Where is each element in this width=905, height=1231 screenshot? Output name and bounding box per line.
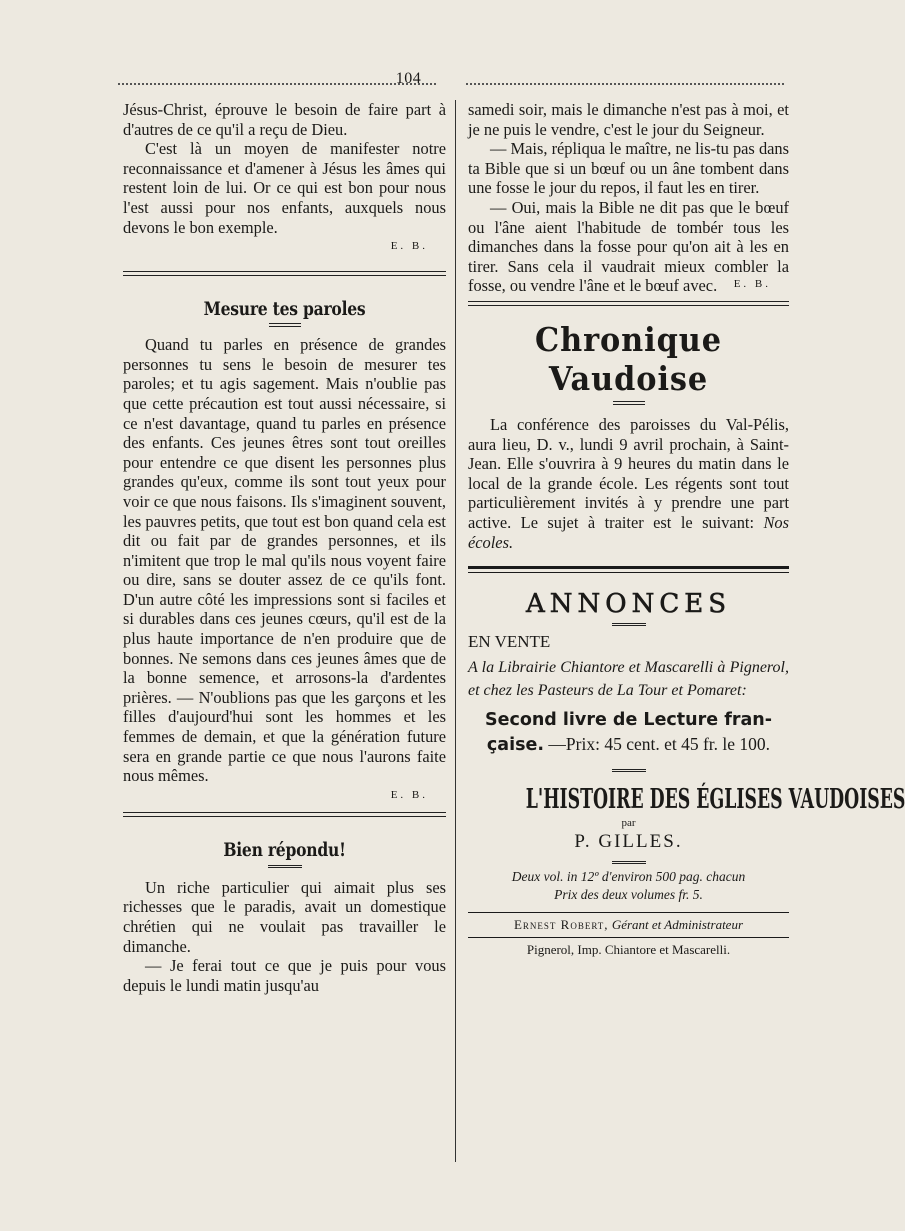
- book-author: P. GILLES.: [574, 830, 683, 852]
- column-divider: [455, 100, 456, 1162]
- article-title-bien-repondu: Bien répondu!: [223, 838, 346, 861]
- title-ornament: [612, 623, 646, 626]
- signature: E. B.: [733, 277, 771, 290]
- header-rule-right: [466, 83, 784, 85]
- chronique-title: Chronique Vaudoise: [535, 319, 722, 398]
- chronique-body: [468, 415, 789, 552]
- book-price-2: Prix des deux volumes fr. 5.: [554, 886, 703, 902]
- left-column: [123, 100, 446, 995]
- book-title-2: L'HISTOIRE DES ÉGLISES VAUDOISES: [525, 783, 905, 815]
- book-description: Deux vol. in 12º d'environ 500 pag. chacun: [511, 868, 746, 884]
- manager-line: [468, 913, 789, 937]
- right-column: [468, 100, 905, 962]
- bookshop-info: A la Librairie Chiantore et Mascarelli à Pignerol, et chez les Pasteurs de La Tour et Pomaret:: [468, 658, 789, 699]
- right-paragraph-3: — Oui, mais la Bible ne dit pas que le bœuf ou l'âne aient l'habitude de tombér tous les dimanches dans la fosse pour qu'on ait à les en tirer. Sans cela il vaudrait mieux combler la fosse, ou vendre l'âne et le bœuf avec.: [468, 197, 789, 296]
- right-paragraph-1: samedi soir, mais le dimanche n'est pas à moi, et je ne puis le vendre, c'est le jour du Seigneur.: [468, 100, 789, 139]
- manager-name: Ernest Robert,: [513, 916, 609, 932]
- separator-dash: [612, 861, 646, 864]
- printer-line: Pignerol, Imp. Chiantore et Mascarelli.: [526, 941, 731, 957]
- for-sale-heading: EN VENTE: [468, 632, 551, 652]
- book-title-1: Second livre de Lecture fran-: [484, 709, 772, 730]
- separator-dash: [612, 769, 646, 772]
- book-title-1-line2: [468, 732, 789, 757]
- article-body-mesure: Quand tu parles en présence de grandes personnes tu sens le besoin de mesurer tes paroles; et tu agis sagement. Mais n'oublie pas que cette précaution est tout aussi nécessaire, si ce n'est davantage, quand tu parles en présence des enfants. Ces jeunes êtres sont tout oreilles pour entendre ce que disent les personnes plus grandes qu'eux, comme ils sont tout yeux pour voir ce que nous faisons. Ils s'imaginent souvent, les pauvres petits, que tout est bon quand cela est dit ou fait par de grandes personnes, et ils n'imitent que trop le mal qu'ils nous voyent faire ou dire, sans se douter assez de ce qu'ils font. D'un autre côté les impressions sont si faciles et si durables dans ces jeunes cœurs, qu'il est de la plus haute importance de n'en produire que de bonnes. Ne semons dans ces jeunes âmes que de la bonne semence, et arrosons-la d'ardentes prières. — N'oublions pas que les garçons et les filles d'aujourd'hui sont les hommes et les femmes de demain, et que la génération future sera en grande partie ce que nous l'aurons faite nous mêmes.: [123, 335, 446, 786]
- manager-role: Gérant et Administrateur: [611, 916, 744, 932]
- page-number: 104: [395, 70, 422, 87]
- article-body-bien-repondu: Un riche particulier qui aimait plus ses richesses que le paradis, avait un domestique chrétien qui ne voulait pas travailler le dimanche.: [123, 877, 446, 956]
- signature: E. B.: [390, 240, 428, 253]
- chronique-topic: Nos écoles.: [468, 512, 789, 552]
- title-ornament: [268, 865, 302, 868]
- announcements-title: ANNONCES: [525, 589, 732, 620]
- chronique-text: La conférence des paroisses du Val-Pélis, aura lieu, D. v., lundi 9 avril prochain, à Saint-Jean. Elle s'ouvrira à 9 heures du matin dans le local de la grande école. Les régents sont tout particulièrement invités à y prendre une part active. Le sujet à traiter est le suivant:: [468, 414, 789, 532]
- announcements-rule: [468, 566, 789, 569]
- book-price: —Prix: 45 cent. et 45 fr. le 100.: [544, 733, 771, 754]
- left-paragraph-1: Jésus-Christ, éprouve le besoin de faire part à d'autres de ce qu'il a reçu de Dieu.: [123, 100, 446, 139]
- signature: E. B.: [390, 788, 428, 801]
- book-title-1-end: çaise.: [486, 734, 545, 755]
- by-label: par: [621, 816, 636, 829]
- article-title-mesure: Mesure tes paroles: [203, 298, 366, 321]
- right-paragraph-2: — Mais, répliqua le maître, ne lis-tu pas dans ta Bible que si un bœuf ou un âne tombent dans une fosse le jour du repos, il faut les en tirer.: [468, 139, 789, 198]
- left-paragraph-2: C'est là un moyen de manifester notre reconnaissance et d'amener à Jésus les âmes qui restent loin de lui. Or ce qui est bon pour nous l'est aussi pour nos enfants, auxquels nous devons le bon exemple.: [123, 139, 446, 237]
- article-body-bien-repondu-2: — Je ferai tout ce que je puis pour vous depuis le lundi matin jusqu'au: [123, 956, 446, 995]
